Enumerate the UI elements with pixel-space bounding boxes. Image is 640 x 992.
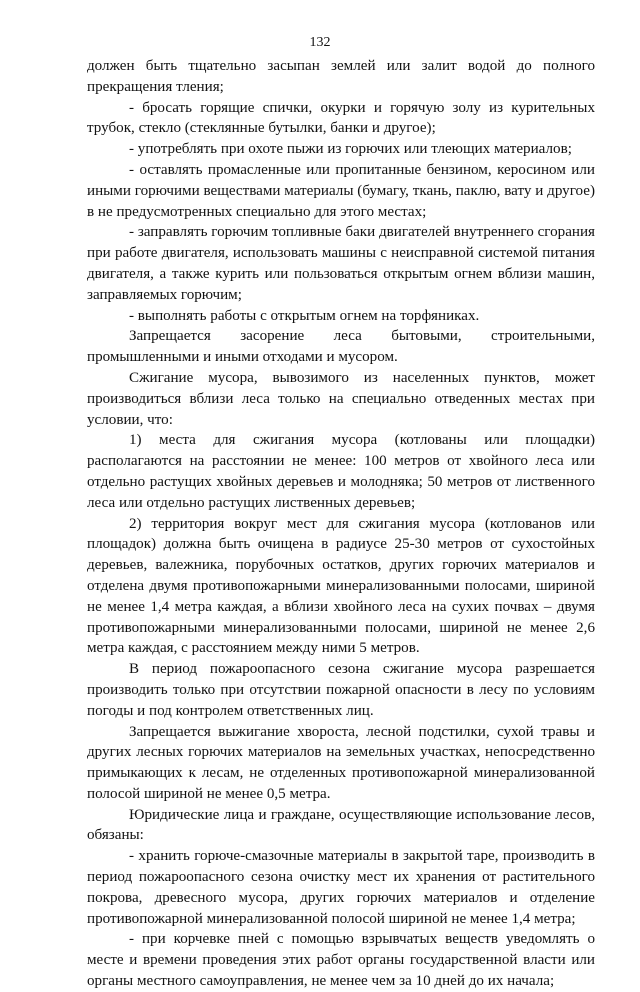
- page-number: 132: [309, 35, 331, 50]
- list-item-fuel-storage: - хранить горюче-смазочные материалы в закрытой таре, производить в период пожароопасного сезона очистку мест их хранения от растительного покрова, древесного мусора, других горючих материалов и отделение противопожарной минерализованной полосой шириной не менее 1,4 метра;: [87, 848, 595, 927]
- paragraph-obligations: Юридические лица и граждане, осуществляющие использование лесов, обязаны:: [87, 806, 595, 844]
- list-item-matches: - бросать горящие спички, окурки и горячую золу из курительных трубок, стекло (стеклянные бутылки, банки и другое);: [87, 99, 595, 137]
- list-item-stump-removal: - при корчевке пней с помощью взрывчатых веществ уведомлять о месте и времени проведения этих работ органы государственной власти или органы местного самоуправления, не менее чем за 10 дней до их начала;: [87, 931, 595, 990]
- paragraph-littering: Запрещается засорение леса бытовыми, строительными, промышленными и иными отходами и мусором.: [87, 328, 595, 366]
- list-item-wads: - употреблять при охоте пыжи из горючих или тлеющих материалов;: [129, 141, 572, 158]
- list-item-oiled-materials: - оставлять промасленные или пропитанные бензином, керосином или иными горючими веществами материалы (бумагу, ткань, паклю, вату и другое) в не предусмотренных специально для этого местах;: [87, 161, 595, 220]
- list-item-refueling: - заправлять горючим топливные баки двигателей внутреннего сгорания при работе двигателя, использовать машины с неисправной системой питания двигателя, а также курить или пользоваться открытым огнем вблизи машин, заправляемых горючим;: [87, 224, 595, 303]
- paragraph-burning-ban: Запрещается выжигание хвороста, лесной подстилки, сухой травы и других лесных горючих материалов на земельных участках, непосредственно примыкающих к лесам, не отделенных противопожарной минерализованной полосой шириной не менее 0,5 метра.: [87, 723, 595, 802]
- paragraph-continuation: должен быть тщательно засыпан землей или залит водой до полного прекращения тления;: [87, 58, 595, 95]
- paragraph-burning-conditions: Сжигание мусора, вывозимого из населенных пунктов, может производиться вблизи леса только на специально отведенных местах при условии, что:: [87, 369, 595, 428]
- paragraph-fire-season: В период пожароопасного сезона сжигание мусора разрешается производить только при отсутствии пожарной опасности в лесу по условиям погоды и под контролем ответственных лиц.: [87, 661, 595, 719]
- list-item-clearing: 2) территория вокруг мест для сжигания мусора (котлованов или площадок) должна быть очищена в радиусе 25-30 метров от сухостойных деревьев, валежника, порубочных остатков, других горючих материалов и отделена двумя противопожарными минерализованными полосами, шириной не менее 1,4 метра каждая, а вблизи хвойного леса на сухих почвах – двумя противопожарными минерализованными полосами, шириной не менее 2,6 метра каждая, с расстоянием между ними 5 метров.: [87, 515, 595, 657]
- list-item-peatlands: - выполнять работы с открытым огнем на торфяниках.: [129, 307, 480, 324]
- list-item-distance: 1) места для сжигания мусора (котлованы или площадки) располагаются на расстоянии не менее: 100 метров от хвойного леса или отдельно растущих хвойных деревьев и молодняка; 50 метров от лиственного леса или отдельно растущих лиственных деревьев;: [87, 432, 595, 511]
- page-body: [87, 56, 595, 992]
